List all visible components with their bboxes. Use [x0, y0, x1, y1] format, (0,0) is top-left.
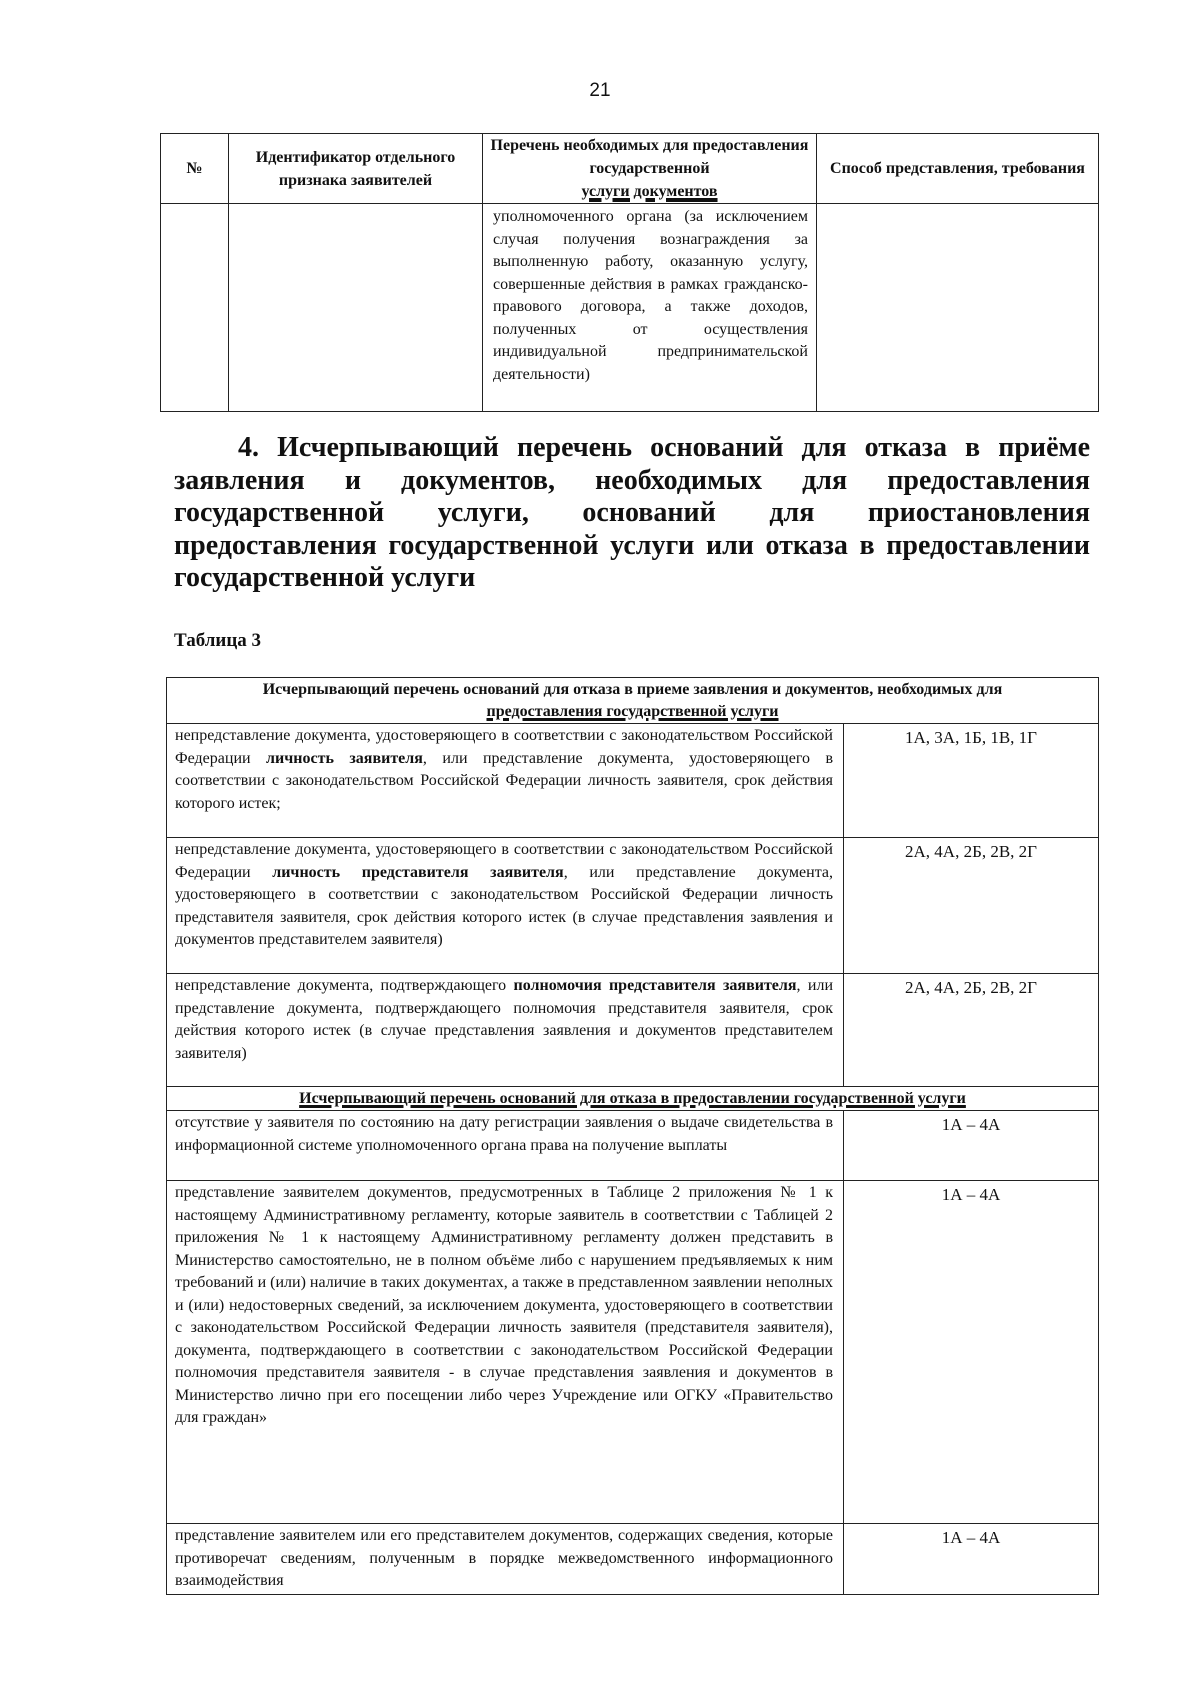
refusal-service-title	[167, 1087, 1099, 1111]
section-title-row	[167, 678, 1099, 724]
table-row	[167, 1524, 1099, 1595]
ground-text	[167, 974, 844, 1087]
table-row	[167, 724, 1099, 838]
table-row	[161, 204, 1099, 412]
ground-text-part: , или представление документа, удостоверяющего в соответствии с законодательством Российской Федерации личность представителя заявителя, срок действия которого истек (в случае представления заявления и документов представителем заявителя)	[175, 863, 833, 948]
cell-documents-continuation: уполномоченного органа (за исключением случая получения вознаграждения за выполненную работу, оказанную услугу, совершенные действия в рамках гражданско-правового договора, а также доходов, полученных от осуществления индивидуальной предпринимательской деятельности)	[483, 204, 817, 412]
ground-text	[167, 724, 844, 838]
header-number: №	[161, 134, 229, 204]
ground-text-part: непредставление документа, подтверждающего	[175, 977, 514, 994]
ground-text-part: , или представление документа, удостоверяющего в соответствии с законодательством Российской Федерации личность заявителя, срок действия которого истек;	[175, 749, 834, 812]
cell-submission-method	[817, 204, 1099, 412]
cell-identifier	[229, 204, 483, 412]
cell-number	[161, 204, 229, 412]
applicant-codes: 2А, 4А, 2Б, 2В, 2Г	[844, 838, 1099, 974]
refusal-grounds-table	[166, 677, 1099, 1595]
header-submission-method: Способ представления, требования	[817, 134, 1099, 204]
table-row	[167, 1181, 1099, 1524]
applicant-codes: 1А – 4А	[844, 1111, 1099, 1181]
refusal-intake-title	[167, 678, 1099, 724]
table-caption: Таблица 3	[174, 630, 262, 651]
applicant-codes: 2А, 4А, 2Б, 2В, 2Г	[844, 974, 1099, 1087]
refusal-intake-title-line1: Исчерпывающий перечень оснований для отказа в приеме заявления и документов, необходимых для	[262, 681, 1003, 698]
header-documents-list	[483, 134, 817, 204]
ground-text-part: непредставление документа, удостоверяющего в соответствии с законодательством Российской Федерации	[175, 841, 833, 881]
table-row	[167, 974, 1099, 1087]
refusal-service-title-text: Исчерпывающий перечень оснований для отказа в предоставлении государственной услуги	[299, 1090, 966, 1107]
header-documents-list-text: Перечень необходимых для предоставления государственной	[490, 137, 809, 177]
ground-text-part: , или представление документа, подтверждающего полномочия представителя заявителя, срок действия которого истек (в случае представления заявления и документов представителем заявителя)	[175, 977, 833, 1062]
ground-text: отсутствие у заявителя по состоянию на дату регистрации заявления о выдаче свидетельства в информационной системе уполномоченного органа права на получение выплаты	[167, 1111, 844, 1181]
documents-table-continuation	[160, 133, 1099, 412]
ground-text: представление заявителем документов, предусмотренных в Таблице 2 приложения № 1 к настоящему Административному регламенту, которые заявитель в соответствии с Таблицей 2 приложения № 1 к настоящему Административному регламенту должен представить в Министерство самостоятельно, не в полном объёме либо с нарушением предъявляемых к ним требований и (или) наличие в таких документах, а также в представленном заявлении неполных и (или) недостоверных сведений, за исключением документа, удостоверяющего в соответствии с законодательством Российской Федерации личность заявителя (представителя заявителя), документа, подтверждающего в соответствии с законодательством Российской Федерации полномочия представителя заявителя - в случае представления заявления и документов в Министерство лично при его посещении либо через Учреждение или ОГКУ «Правительство для граждан»	[167, 1181, 844, 1524]
ground-text-part: непредставление документа, удостоверяющего в соответствии с законодательством Российской Федерации	[175, 727, 833, 767]
section-heading: 4. Исчерпывающий перечень оснований для отказа в приёме заявления и документов, необходимых для предоставления государственной услуги, оснований для приостановления предоставления государственной услуги или отказа в предоставлении государственной услуги	[174, 432, 1090, 593]
ground-text: представление заявителем или его представителем документов, содержащих сведения, которые противоречат сведениям, полученным в порядке межведомственного информационного взаимодействия	[167, 1524, 844, 1595]
section-title-row	[167, 1087, 1099, 1111]
header-identifier: Идентификатор отдельного признака заявителей	[229, 134, 483, 204]
applicant-codes: 1А – 4А	[844, 1181, 1099, 1524]
ground-text	[167, 838, 844, 974]
ground-text-bold: личность заявителя	[266, 749, 423, 767]
applicant-codes: 1А – 4А	[844, 1524, 1099, 1595]
applicant-codes: 1А, 3А, 1Б, 1В, 1Г	[844, 724, 1099, 838]
header-documents-list-clipped: услуги документов	[581, 183, 718, 200]
page-number: 21	[589, 80, 611, 101]
ground-text-bold: личность представителя заявителя	[272, 863, 564, 881]
table-row	[167, 1111, 1099, 1181]
ground-text-bold: полномочия представителя заявителя	[513, 977, 797, 994]
refusal-intake-title-line2: предоставления государственной услуги	[486, 703, 779, 720]
table-header-row	[161, 134, 1099, 204]
table-row	[167, 838, 1099, 974]
